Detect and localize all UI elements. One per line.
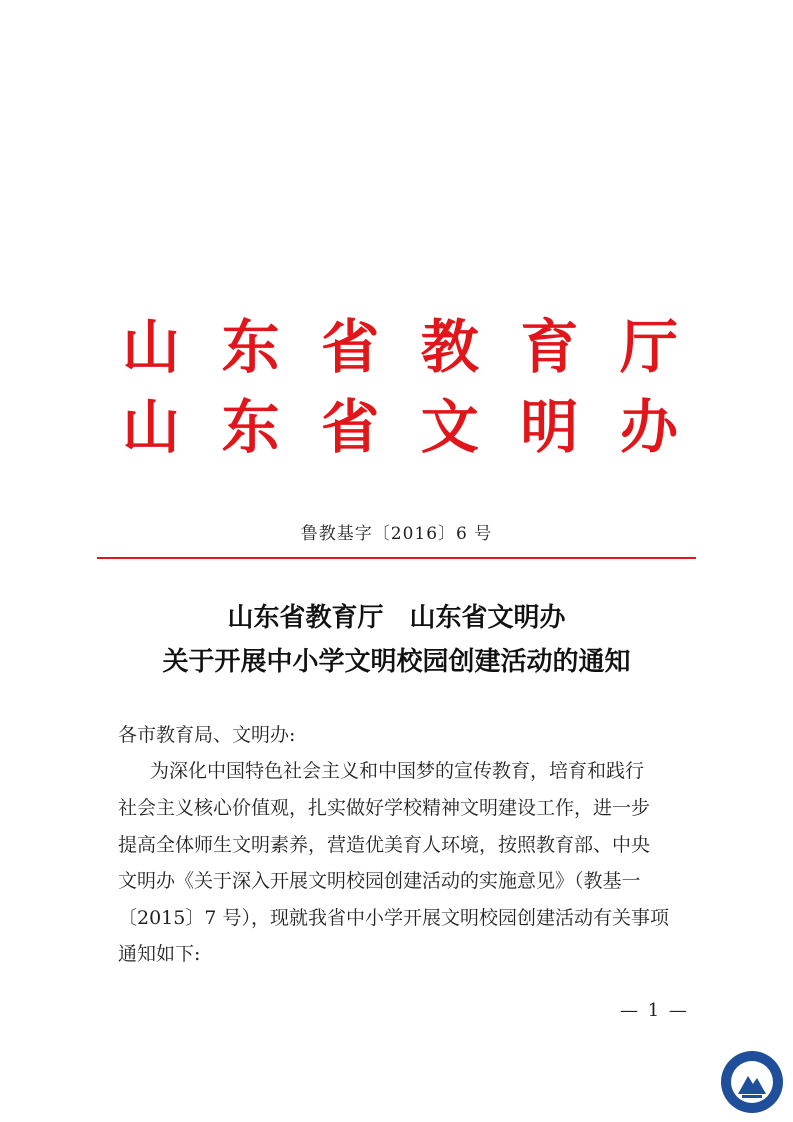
issuer-char: 山 [121,393,180,461]
issuer-line-civilization-office [120,393,680,461]
school-seal-logo [720,1050,784,1114]
body-paragraph-line: 文明办《关于深入开展文明校园创建活动的实施意见》（教基一 [118,870,641,892]
body-paragraph-line: 通知如下: [118,943,201,965]
document-title-line-2: 关于开展中小学文明校园创建活动的通知 [162,647,631,677]
issuer-line-education-department [120,313,680,381]
issuer-char: 育 [520,313,579,381]
page-number: — 1 — [620,1000,689,1021]
issuer-char: 东 [221,313,280,381]
issuer-char: 山 [121,313,180,381]
body-paragraph-line: 提高全体师生文明素养，营造优美育人环境，按照教育部、中央 [118,834,651,856]
seal-base-bar [742,1095,762,1098]
body-paragraph-line: 〔2015〕7 号），现就我省中小学开展文明校园创建活动有关事项 [118,907,669,929]
issuer-char: 文 [420,393,479,461]
issuer-char: 办 [619,393,678,461]
issuer-char: 厅 [619,313,678,381]
issuer-char: 明 [520,393,579,461]
body-paragraph-line: 社会主义核心价值观，扎实做好学校精神文明建设工作，进一步 [118,797,651,819]
salutation: 各市教育局、文明办: [118,724,296,746]
issuer-char: 教 [420,313,479,381]
issuer-char: 东 [221,393,280,461]
issuer-char: 省 [321,393,380,461]
document-title-line-1: 山东省教育厅 山东省文明办 [227,603,566,633]
document-number: 鲁教基字〔2016〕6 号 [300,524,493,544]
red-divider [97,557,696,559]
issuer-char: 省 [321,313,380,381]
body-paragraph-line: 为深化中国特色社会主义和中国梦的宣传教育，培育和践行 [150,760,645,782]
